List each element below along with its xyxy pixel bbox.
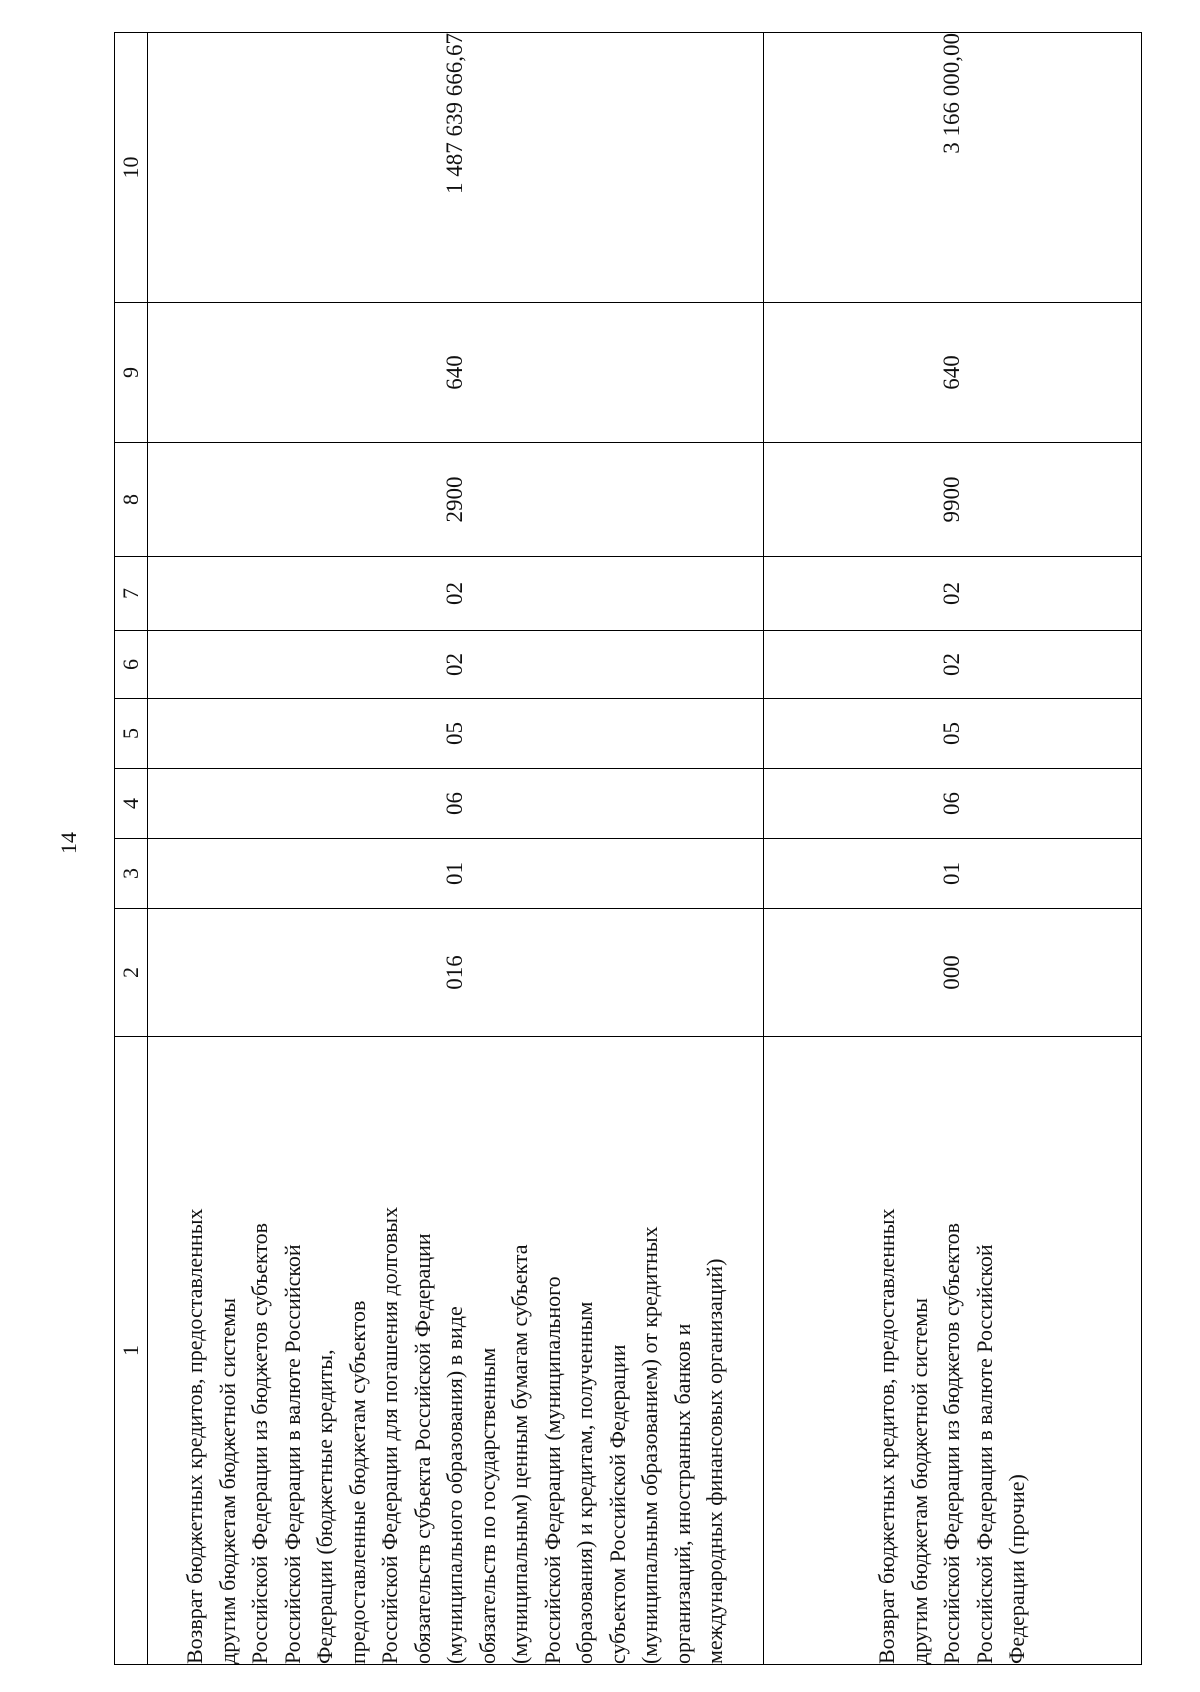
description-line: субъектом Российской Федерации	[604, 1344, 630, 1664]
cell-col-9: 640	[148, 303, 764, 443]
table-row	[763, 33, 1141, 1665]
cell-col-8: 2900	[148, 443, 764, 557]
description-line: Возврат бюджетных кредитов, предоставленных	[182, 1208, 208, 1664]
description-line: Федерации (прочие)	[1004, 1474, 1030, 1664]
description-line: международных финансовых организаций)	[702, 1258, 728, 1664]
description-line: Российской Федерации из бюджетов субъектов	[939, 1223, 965, 1664]
header-col-4: 4	[115, 769, 148, 839]
row-description	[763, 1037, 1141, 1665]
row-description	[148, 1037, 764, 1665]
description-line: Российской Федерации (муниципального	[539, 1276, 565, 1664]
header-col-5: 5	[115, 699, 148, 769]
description-line: (муниципального образования) в виде	[442, 1306, 468, 1664]
header-col-3: 3	[115, 839, 148, 909]
cell-col-7: 02	[763, 557, 1141, 631]
rotated-table-container	[114, 33, 1142, 1665]
header-col-10: 10	[115, 33, 148, 303]
cell-col-7: 02	[148, 557, 764, 631]
description-line: образования) и кредитам, полученным	[572, 1301, 598, 1664]
description-line: (муниципальным образованием) от кредитных	[637, 1226, 663, 1664]
header-col-2: 2	[115, 909, 148, 1037]
header-col-9: 9	[115, 303, 148, 443]
description-line: Российской Федерации в валюте Российской	[971, 1244, 997, 1664]
header-col-7: 7	[115, 557, 148, 631]
description-line: другим бюджетам бюджетной системы	[906, 1298, 932, 1664]
header-col-6: 6	[115, 631, 148, 699]
description-line: предоставленные бюджетам субъектов	[344, 1300, 370, 1664]
cell-col-4: 06	[763, 769, 1141, 839]
cell-col-6: 02	[763, 631, 1141, 699]
cell-col-4: 06	[148, 769, 764, 839]
header-col-1: 1	[115, 1037, 148, 1665]
cell-col-3: 01	[763, 839, 1141, 909]
header-col-8: 8	[115, 443, 148, 557]
cell-col-10-amount: 1 487 639 666,67	[148, 33, 764, 303]
description-line: (муниципальным) ценным бумагам субъекта	[507, 1244, 533, 1664]
cell-col-6: 02	[148, 631, 764, 699]
cell-col-9: 640	[763, 303, 1141, 443]
cell-col-2: 000	[763, 909, 1141, 1037]
header-row	[115, 33, 148, 1665]
description-line: обязательств по государственным	[474, 1347, 500, 1664]
description-line: Российской Федерации из бюджетов субъектов	[247, 1223, 273, 1664]
description-line: Российской Федерации в валюте Российской	[279, 1244, 305, 1664]
description-line: Возврат бюджетных кредитов, предоставленных	[874, 1208, 900, 1664]
budget-table	[114, 32, 1142, 1665]
cell-col-3: 01	[148, 839, 764, 909]
description-line: обязательств субъекта Российской Федерации	[409, 1233, 435, 1664]
cell-col-10-amount: 3 166 000,00	[763, 33, 1141, 303]
description-line: другим бюджетам бюджетной системы	[214, 1298, 240, 1664]
cell-col-8: 9900	[763, 443, 1141, 557]
description-line: Российской Федерации для погашения долговых	[377, 1206, 403, 1664]
cell-col-2: 016	[148, 909, 764, 1037]
table-row	[148, 33, 764, 1665]
cell-col-5: 05	[148, 699, 764, 769]
page-number: 14	[56, 832, 81, 854]
cell-col-5: 05	[763, 699, 1141, 769]
description-line: организаций, иностранных банков и	[669, 1323, 695, 1664]
description-line: Федерации (бюджетные кредиты,	[312, 1349, 338, 1664]
